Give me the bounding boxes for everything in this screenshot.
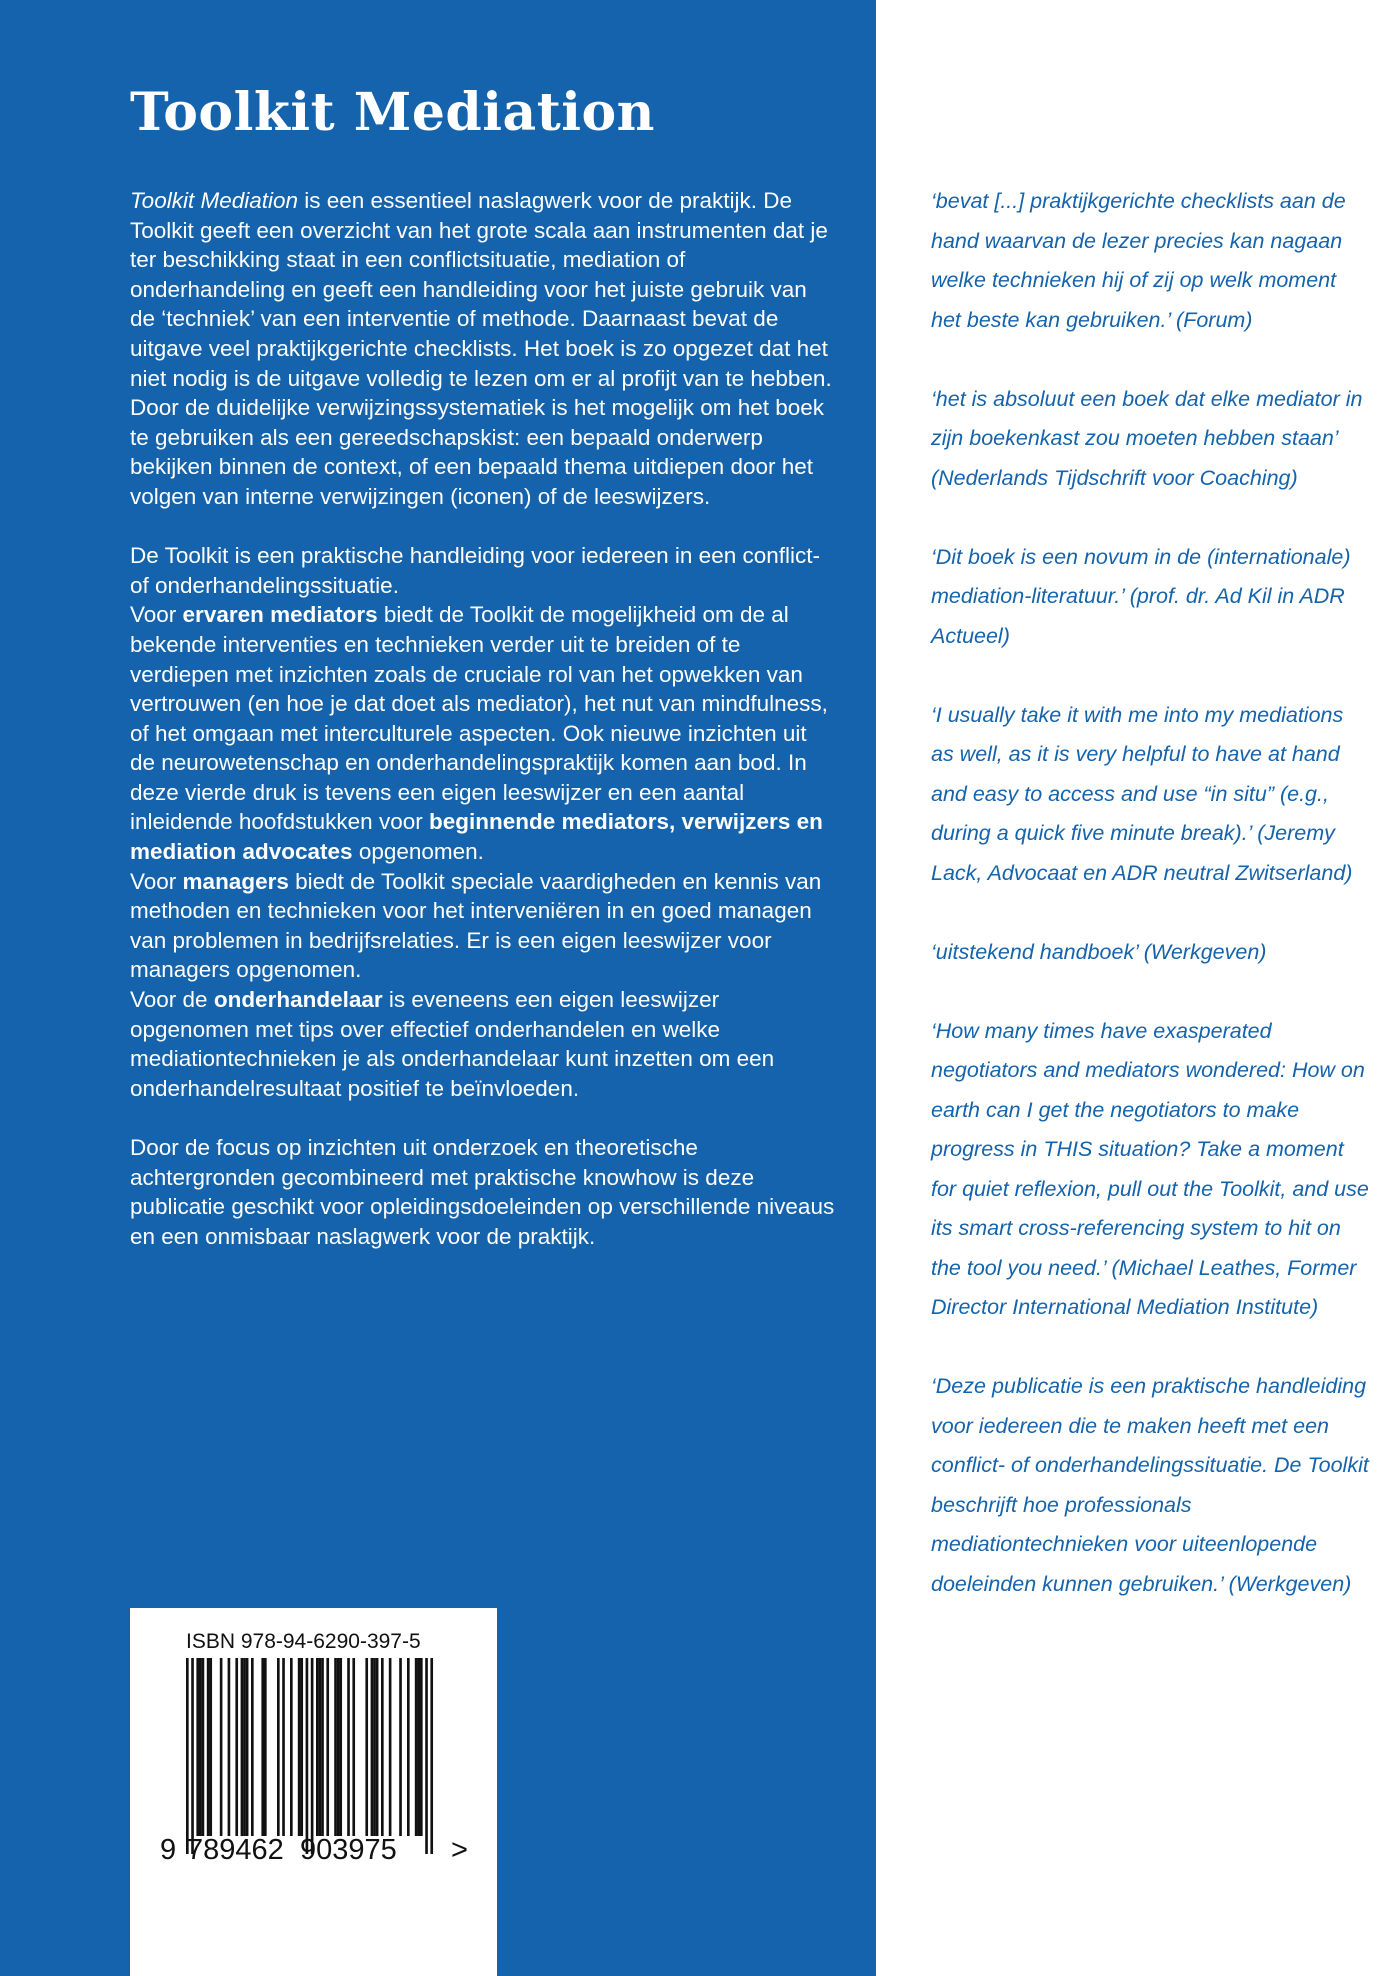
barcode-bar [186,1658,189,1854]
emphasis-negotiator: onderhandelaar [213,987,383,1013]
barcode-bar [243,1658,246,1836]
barcode-bar [425,1658,428,1854]
intro-paragraph-text: is een essentieel naslagwerk voor de praktijk. De Toolkit geeft een overzicht van het grote scala aan instrumenten dat je ter beschikking staat in een conflictsituatie, mediation of onderhandeling en geeft een handleiding voor het juiste gebruik van de ‘techniek’ van een interventie of methode. Daarnaast bevat de uitgave veel praktijkgerichte checklists. Het boek is zo opgezet dat het niet nodig is de uitgave volledig te lezen om er al profijt van te hebben. Door de duidelijke verwijzingssystematiek is het mogelijk om het boek te gebruiken als een gereedschapskist: een bepaald onderwerp bekijken binnen de context, of een bepaald thema uitdiepen door het volgen van interne verwijzingen (iconen) of de leeswijzers. [130,188,832,509]
managers-paragraph [130,867,835,985]
negotiator-paragraph [130,985,835,1103]
barcode-bar [264,1658,267,1836]
barcode-bar [339,1658,342,1836]
barcode-bar [298,1658,301,1836]
barcode-bar [334,1658,337,1836]
barcode-bar [290,1658,293,1836]
barcode-bar [311,1658,314,1854]
intro-paragraph [130,186,835,512]
barcode-bar [389,1658,392,1836]
emphasis-managers: managers [182,868,289,894]
barcode-bar [319,1658,322,1836]
barcode-bar [241,1658,244,1836]
barcode-bar [381,1658,384,1836]
text-run: Voor [130,868,183,894]
barcode-bar [352,1658,355,1836]
barcode-bar [376,1658,379,1836]
barcode-digit-lead: 9 [160,1834,177,1866]
barcode-bar [415,1658,418,1836]
barcode-bar [347,1658,350,1836]
barcode-bar [251,1658,254,1836]
text-run: Voor [130,602,183,628]
book-title: Toolkit Mediation [130,82,655,143]
intro-italic-title: Toolkit Mediation [130,188,299,213]
review-quote: ‘het is absoluut een boek dat elke mediator in zijn boekenkast zou moeten hebben staan’ (Nederlands Tijdschrift voor Coaching) [931,386,1363,490]
barcode-bar [220,1658,223,1836]
barcode-bar [316,1658,319,1836]
review-quote: ‘Deze publicatie is een praktische handleiding voor iedereen die te maken heeft met een conflict- of onderhandelingssituatie. De Toolkit beschrijft hoe professionals mediationtechnieken voor uiteenlopende doeleinden kunnen gebruiken.’ (Werkgeven) [931,1374,1369,1596]
closing-paragraph: Door de focus op inzichten uit onderzoek en theoretische achtergronden gecombineerd met praktische knowhow is deze publicatie geschikt voor opleidingsdoeleinden op verschillende niveaus en een onmisbaar naslagwerk voor de praktijk. [130,1135,835,1249]
barcode-bar [228,1658,231,1836]
text-run: biedt de Toolkit speciale vaardigheden en kennis van methoden en technieken voor het interveniëren in en goed managen van problemen in bedrijfsrelaties. Er is een eigen leeswijzer voor managers opgenomen. [130,868,822,983]
handbook-paragraph: De Toolkit is een praktische handleiding voor iedereen in een conflict- of onderhandelingssituatie. [130,543,820,598]
barcode-bar [326,1658,329,1836]
barcode-bar [321,1658,324,1836]
barcode-icon [160,1658,470,1854]
barcode-bar [337,1658,340,1836]
barcode-bar [417,1658,420,1836]
barcode-bar [420,1658,423,1836]
emphasis-beginning-mediators: beginnende mediators, verwijzers en mediation advocates [130,809,823,865]
barcode-digit-group-right: 903975 [300,1834,397,1866]
barcode-bar [282,1658,285,1836]
barcode-bar [407,1658,410,1836]
review-quote: ‘bevat [...] praktijkgerichte checklists aan de hand waarvan de lezer precies kan nagaan welke technieken hij of zij op welk moment het beste kan gebruiken.’ (Forum) [931,189,1346,332]
review-quote: ‘uitstekend handboek’ (Werkgeven) [931,939,1267,964]
text-run: biedt de Toolkit de mogelijkheid om de al bekende interventies en technieken verder uit te breiden of te verdiepen met inzichten zoals de cruciale rol van het opwekken van vertrouwen (en hoe je dat doet als mediator), het nut van mindfulness, of het omgaan met interculturele aspecten. Ook nieuwe inzichten uit de neurowetenschap en onderhandelingspraktijk komen aan bod. In deze vierde druk is tevens een eigen leeswijzer en een aantal inleidende hoofdstukken voor [130,602,828,835]
barcode-bar [235,1658,238,1836]
experienced-mediators-paragraph [130,600,835,866]
barcode-bar [399,1658,402,1836]
barcode-bar [430,1658,433,1854]
emphasis-experienced-mediators: ervaren mediators [182,602,378,628]
barcode-bar [199,1658,202,1836]
review-quote: ‘How many times have exasperated negotiators and mediators wondered: How on earth can I get the negotiators to make progress in THIS situation? Take a moment for quiet reflexion, pull out the Toolkit, and use its smart cross-referencing system to hit on the tool you need.’ (Michael Leathes, Former Director International Mediation Institute) [931,1018,1369,1319]
barcode-bar [202,1658,205,1836]
text-run: Voor de [130,987,214,1013]
barcode-digit-group-left: 789462 [187,1834,284,1866]
review-quote: ‘I usually take it with me into my mediations as well, as it is very helpful to have at hand and easy to access and use “in situ” (e.g., during a quick five minute break).’ (Jeremy Lack, Advocaat en ADR neutral Zwitserland) [931,702,1353,885]
barcode-quiet-zone-marker: > [451,1834,468,1866]
barcode-panel [130,1608,497,1976]
barcode-bar [207,1658,210,1836]
barcode-bar [196,1658,199,1836]
barcode-bar [365,1658,368,1836]
barcode-bar [246,1658,249,1836]
text-run: opgenomen. [352,839,484,865]
description-text [130,186,835,1281]
barcode-digits [160,1834,480,1874]
barcode-bar [191,1658,194,1854]
barcode-bar [371,1658,374,1836]
barcode-bar [306,1658,309,1854]
isbn-label: ISBN 978-94-6290-397-5 [186,1630,421,1653]
text-run: is eveneens een eigen leeswijzer opgenomen met tips over effectief onderhandelen en welke mediationtechnieken je als onderhandelaar kunt inzetten om een onderhandelresultaat positief te beïnvloeden. [130,987,775,1101]
barcode-bar [300,1658,303,1836]
review-quotes [931,182,1371,1644]
barcode-bar [277,1658,280,1836]
barcode-bar [209,1658,212,1836]
barcode-bar [373,1658,376,1836]
review-quote: ‘Dit boek is een novum in de (internationale) mediation-literatuur.’ (prof. dr. Ad Kil in ADR Actueel) [931,544,1351,648]
barcode-bar [261,1658,264,1836]
